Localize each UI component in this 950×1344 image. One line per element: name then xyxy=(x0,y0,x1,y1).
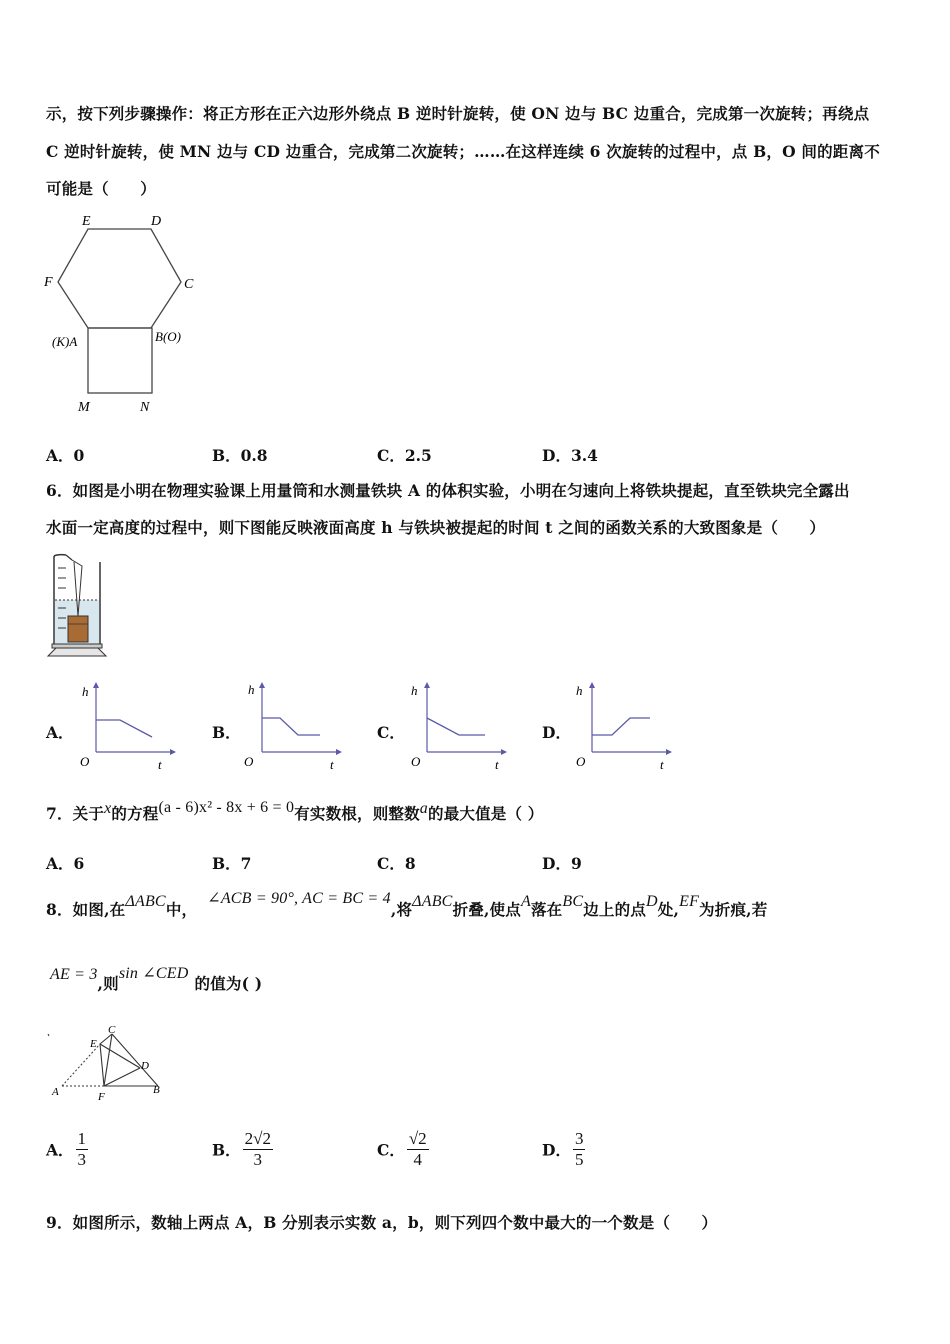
var-a: a xyxy=(419,800,428,817)
q9-text-line1: 9．如图所示，数轴上两点 A，B 分别表示实数 a，b，则下列四个数中最大的一个数是（ ） xyxy=(46,1213,718,1232)
q8-m9: sin ∠CED xyxy=(118,965,189,982)
option-label: B． xyxy=(212,854,241,873)
q7-mid2: 有实数根，则整数 xyxy=(294,804,420,823)
hexagon xyxy=(58,229,181,328)
option-label: B． xyxy=(212,1140,241,1160)
q6-text-line1: 6．如图是小明在物理实验课上用量筒和水测量铁块 A 的体积实验，小明在匀速向上将铁块提起，直至铁块完全露出 xyxy=(46,481,850,500)
q5-option-c[interactable] xyxy=(377,444,432,466)
fraction-numerator: 3 xyxy=(574,1129,584,1148)
q5-option-b[interactable] xyxy=(212,444,268,466)
fraction xyxy=(76,1130,89,1169)
fraction xyxy=(573,1130,586,1169)
q8-m7: EF xyxy=(679,893,700,910)
option-label: D． xyxy=(542,1140,571,1160)
q5-text-line1: 示，按下列步骤操作：将正方形在正六边形外绕点 B 逆时针旋转，使 ON 边与 BC 边重合，完成第一次旋转；再绕点 xyxy=(46,104,870,123)
option-label: C． xyxy=(377,1140,405,1160)
q8-t1: 8．如图,在 xyxy=(46,900,126,919)
fraction-denominator: 3 xyxy=(77,1149,87,1169)
var-x: x xyxy=(104,800,112,817)
q8-m6: D xyxy=(646,893,658,910)
q6-option-a[interactable]: A． xyxy=(46,723,74,742)
q8-option-b[interactable] xyxy=(212,1130,273,1169)
q6-text-line2: 水面一定高度的过程中，则下图能反映液面高度 h 与铁块被提起的时间 t 之间的函数关系的大致图象是（ ） xyxy=(46,518,826,537)
axis-t-label: t xyxy=(495,757,499,772)
label-BO: B(O) xyxy=(155,329,181,344)
axis-h-label: h xyxy=(82,684,89,699)
q8-m2: ∠ACB = 90°, AC = BC = 4 xyxy=(207,890,391,907)
q8-option-a[interactable] xyxy=(46,1130,88,1169)
q7-prefix: 7．关于 xyxy=(46,804,105,823)
option-value: 0.8 xyxy=(240,446,268,465)
q8-t8: 为折痕,若 xyxy=(699,900,768,919)
q8-t6: 边上的点 xyxy=(583,900,647,919)
label-KA: (K)A xyxy=(52,334,78,349)
label-C: C xyxy=(184,277,194,292)
fraction-denominator: 4 xyxy=(413,1149,423,1169)
label-A: A xyxy=(52,1086,59,1098)
fraction-denominator: 3 xyxy=(253,1149,263,1169)
axis-t-label: t xyxy=(660,757,664,772)
q8-m4: A xyxy=(520,893,531,910)
q8-t3: ,将 xyxy=(390,900,413,919)
fraction-denominator: 5 xyxy=(574,1149,584,1169)
option-label: D． xyxy=(542,446,571,465)
q5-hexagon-figure xyxy=(40,205,210,420)
q7-mid: 的方程 xyxy=(111,804,159,823)
axis-h-label: h xyxy=(411,683,418,698)
q8-t2: 中， xyxy=(165,900,198,919)
q8-m5: BC xyxy=(562,893,584,910)
option-value: 7 xyxy=(240,854,252,873)
q5-text-line3: 可能是（ ） xyxy=(46,179,156,198)
option-label: C． xyxy=(377,446,405,465)
label-E: E xyxy=(90,1038,97,1050)
fraction xyxy=(243,1130,273,1169)
option-label: D． xyxy=(542,854,571,873)
iron-block xyxy=(68,616,88,642)
option-value: 2.5 xyxy=(404,446,432,465)
q5-option-a[interactable] xyxy=(46,444,84,466)
option-value: 6 xyxy=(73,854,85,873)
q8-t7: 处, xyxy=(657,900,680,919)
option-label: C． xyxy=(377,854,405,873)
axis-h-label: h xyxy=(576,683,583,698)
q7-equation: (a - 6)x² - 8x + 6 = 0 xyxy=(158,799,295,816)
option-value: 8 xyxy=(404,854,416,873)
q6-option-c[interactable]: C． xyxy=(377,723,405,742)
label-E: E xyxy=(82,214,91,229)
q6-option-d[interactable]: D． xyxy=(542,723,571,742)
fraction-numerator: √2 xyxy=(408,1129,427,1148)
q8-text-line2 xyxy=(46,965,263,994)
q8-text-line1 xyxy=(46,890,768,920)
option-label: B． xyxy=(212,446,241,465)
label-C: C xyxy=(108,1024,116,1036)
q7-text xyxy=(46,799,544,824)
q6-cylinder-figure xyxy=(44,552,114,660)
q5-option-d[interactable] xyxy=(542,444,598,466)
origin-label: O xyxy=(576,754,586,769)
option-value: 0 xyxy=(73,446,85,465)
q8-m1: ΔABC xyxy=(125,893,166,910)
q8-t10: 的值为( ) xyxy=(194,974,263,993)
q6-option-b[interactable]: B． xyxy=(212,723,241,742)
square xyxy=(88,328,152,393)
label-N: N xyxy=(140,400,150,415)
axis-t-label: t xyxy=(330,757,334,772)
q8-t9: ,则 xyxy=(97,974,119,993)
label-B: B xyxy=(153,1084,160,1096)
q8-t4: 折叠,使点 xyxy=(452,900,521,919)
label-F: F xyxy=(44,275,53,290)
q5-text-line2: C 逆时针旋转，使 MN 边与 CD 边重合，完成第二次旋转；……在这样连续 6 次旋转的过程中，点 B，O 间的距离不 xyxy=(46,142,880,161)
q6-graph-b[interactable] xyxy=(238,680,343,774)
axis-t-label: t xyxy=(158,757,162,772)
fraction-numerator: 2√2 xyxy=(244,1129,271,1148)
axis-h-label: h xyxy=(248,682,255,697)
origin-label: O xyxy=(80,754,90,769)
option-value: 9 xyxy=(570,854,582,873)
option-label: A． xyxy=(46,854,74,873)
label-F: F xyxy=(98,1091,105,1103)
q7-suffix: 的最大值是（ ） xyxy=(428,804,544,823)
q6-graph-c[interactable] xyxy=(403,680,508,774)
q8-option-c[interactable] xyxy=(377,1130,429,1169)
option-label: A． xyxy=(46,1140,74,1160)
label-M: M xyxy=(78,400,90,415)
q7-option-b[interactable] xyxy=(212,852,251,874)
q8-m3: ΔABC xyxy=(412,893,453,910)
q7-option-a[interactable] xyxy=(46,852,84,874)
q6-graph-d[interactable] xyxy=(568,680,673,774)
q8-m8: AE = 3 xyxy=(50,966,98,983)
label-D: D xyxy=(141,1060,149,1072)
fraction xyxy=(407,1130,429,1169)
q6-graph-a[interactable] xyxy=(72,680,177,774)
origin-label: O xyxy=(244,754,254,769)
origin-label: O xyxy=(411,754,421,769)
q8-option-d[interactable] xyxy=(542,1130,585,1169)
option-value: 3.4 xyxy=(570,446,598,465)
label-D: D xyxy=(151,214,162,229)
option-label: A． xyxy=(46,446,74,465)
q8-triangle-figure xyxy=(40,1022,170,1107)
fraction-numerator: 1 xyxy=(77,1129,87,1148)
q7-option-c[interactable] xyxy=(377,852,416,874)
q8-t5: 落在 xyxy=(530,900,563,919)
q7-option-d[interactable] xyxy=(542,852,582,874)
